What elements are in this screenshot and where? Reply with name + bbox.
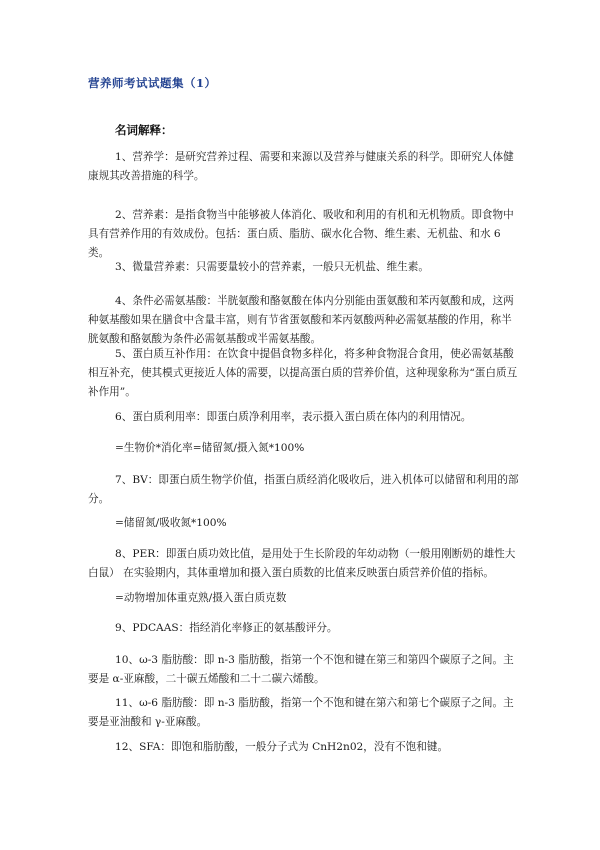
entry-1-nutrition-science: 1、营养学：是研究营养过程、需要和来源以及营养与健康关系的科学。即研究人体健康规其改善措施的科学。 xyxy=(88,151,514,182)
document-title: 营养师考试试题集（1） xyxy=(88,76,217,90)
entry-10-omega-3: 10、ω-3 脂肪酸：即 n-3 脂肪酸，指第一个不饱和键在第三和第四个碳原子之间。主要是 α-亚麻酸，二十碳五烯酸和二十二碳六烯酸。 xyxy=(88,654,514,685)
formula-biological-value: =储留氮/吸收氮*100% xyxy=(115,517,227,529)
entry-12-sfa: 12、SFA：即饱和脂肪酸，一般分子式为 CnH2n02，没有不饱和键。 xyxy=(115,741,449,753)
entry-8-protein-efficiency-ratio: 8、PER：即蛋白质功效比值，是用处于生长阶段的年幼动物（一般用刚断奶的雄性大白鼠） 在实验期内，其体重增加和摄入蛋白质数的比值来反映蛋白质营养价值的指标。 xyxy=(88,548,516,579)
entry-2-nutrients: 2、营养素：是指食物当中能够被人体消化、吸收和利用的有机和无机物质。即食物中具有营养作用的有效成份。包括：蛋白质、脂肪、碳水化合物、维生素、无机盐、和水 6 类。 xyxy=(88,209,514,259)
entry-4-conditionally-essential-amino-acids: 4、条件必需氨基酸：半胱氨酸和酪氨酸在体内分别能由蛋氨酸和苯丙氨酸和成，这两种氨基酸如果在膳食中含量丰富，则有节省蛋氨酸和苯丙氨酸两种必需氨基酸的作用，称半胱氨酸和酪氨酸为条件必需氨基酸或半需氨基酸。 xyxy=(88,295,514,345)
formula-protein-utilization: =生物价*消化率=储留氮/摄入氮*100% xyxy=(115,442,305,454)
entry-11-omega-6: 11、ω-6 脂肪酸：即 n-3 脂肪酸，指第一个不饱和键在第六和第七个碳原子之间。主要是亚油酸和 γ-亚麻酸。 xyxy=(88,697,514,728)
entry-7-biological-value: 7、BV：即蛋白质生物学价值，指蛋白质经消化吸收后，进入机体可以储留和利用的部分。 xyxy=(88,474,519,505)
entry-5-protein-complementation: 5、蛋白质互补作用：在饮食中提倡食物多样化，将多种食物混合食用，使必需氨基酸相互补充，使其模式更接近人体的需要，以提高蛋白质的营养价值，这种现象称为“蛋白质互补作用”。 xyxy=(88,348,518,398)
entry-3-micronutrients: 3、微量营养素：只需要量较小的营养素，一般只无机盐、维生素。 xyxy=(115,261,429,273)
formula-protein-efficiency-ratio: =动物增加体重克熟/摄入蛋白质克数 xyxy=(115,592,287,604)
entry-9-pdcaas: 9、PDCAAS：指经消化率修正的氨基酸评分。 xyxy=(115,622,338,634)
section-heading: 名词解释： xyxy=(115,123,173,137)
entry-6-protein-utilization: 6、蛋白质利用率：即蛋白质净利用率，表示摄入蛋白质在体内的利用情况。 xyxy=(115,411,472,423)
